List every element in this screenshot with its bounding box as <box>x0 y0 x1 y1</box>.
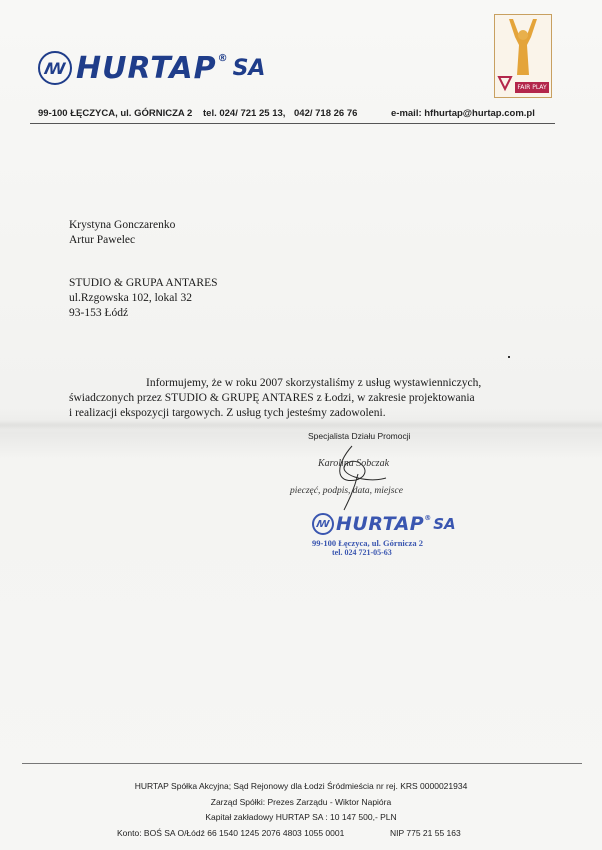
footer-line: HURTAP Spółka Akcyjna; Sąd Rejonowy dla Łodzi Śródmieścia nr rej. KRS 0000021934 <box>134 781 468 791</box>
stamp-logo-icon: ꟿ <box>312 513 334 535</box>
stamp-sa: SA <box>433 515 456 533</box>
footer-bank-account: Konto: BOŚ SA O/Łódź 66 1540 1245 2076 4803 1055 0001 <box>117 827 345 838</box>
stamp-name: HURTAP <box>336 513 425 535</box>
stamp-registered-mark: ® <box>424 514 432 522</box>
recipient-street: ul.Rzgowska 102, lokal 32 <box>69 292 192 304</box>
footer-line: Kapitał zakładowy HURTAP SA : 10 147 500,- PLN <box>205 812 397 822</box>
logo-name: HURTAP <box>76 50 217 86</box>
header-email: e-mail: hfhurtap@hurtap.com.pl <box>391 108 535 119</box>
handwritten-signature <box>296 444 416 514</box>
letter-footer <box>0 779 602 841</box>
body-line: świadczonych przez STUDIO & GRUPĘ ANTARES z Łodzi, w zakresie projektowania <box>69 392 475 404</box>
paper-fold <box>0 420 602 430</box>
header-tel-1: tel. 024/ 721 25 13, <box>203 108 286 119</box>
recipient-name: Krystyna Gonczarenko <box>69 219 176 231</box>
signatory-title: Specjalista Działu Promocji <box>308 431 411 441</box>
company-stamp <box>312 513 456 557</box>
header-address: 99-100 ŁĘCZYCA, ul. GÓRNICZA 2 <box>38 108 193 119</box>
body-line: Informujemy, że w roku 2007 skorzystaliśmy z usług wystawienniczych, <box>146 377 482 389</box>
recipient-block <box>69 218 218 321</box>
company-logo <box>38 48 265 88</box>
logo-registered-mark: ® <box>217 52 228 64</box>
header-tel-2: 042/ 718 26 76 <box>294 108 358 119</box>
recipient-company: STUDIO & GRUPA ANTARES <box>69 277 218 289</box>
footer-nip: NIP 775 21 55 163 <box>390 827 461 838</box>
footer-line: Zarząd Spółki: Prezes Zarządu - Wiktor Napióra <box>210 796 392 807</box>
ink-speck <box>508 356 510 358</box>
stamp-tel: tel. 024 721-05-63 <box>332 548 392 557</box>
logo-mark-icon: ꟿ <box>38 51 72 85</box>
fair-play-award-icon <box>494 14 552 98</box>
logo-sa: SA <box>232 55 266 81</box>
footer-divider <box>22 763 582 764</box>
letter-body <box>69 376 509 421</box>
recipient-city: 93-153 Łódź <box>69 307 129 319</box>
signatory-name: Karolina Sobczak <box>318 458 390 469</box>
award-label: FAIR PLAY <box>515 82 549 93</box>
stamp-address: 99-100 Łęczyca, ul. Górnicza 2 <box>312 538 423 548</box>
recipient-name: Artur Pawelec <box>69 234 136 246</box>
stamp-caption: pieczęć, podpis, data, miejsce <box>290 486 403 496</box>
header-divider <box>30 123 555 124</box>
body-line: i realizacji ekspozycji targowych. Z usług tych jesteśmy zadowoleni. <box>69 407 386 419</box>
